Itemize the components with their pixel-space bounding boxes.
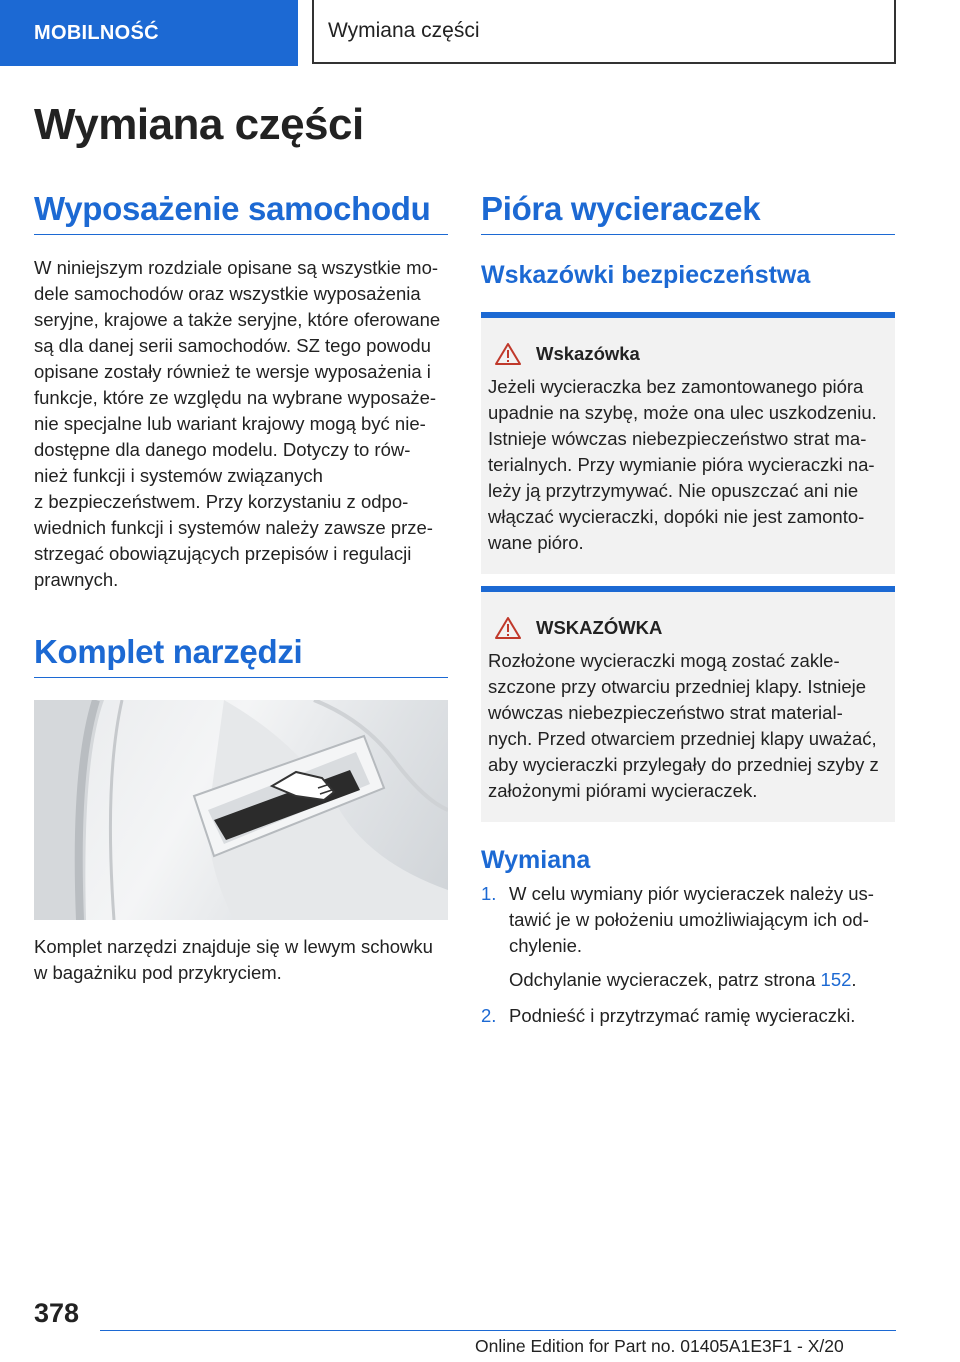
- equipment-paragraph: [34, 255, 448, 593]
- reference-text: Odchylanie wycieraczek, patrz strona: [509, 969, 821, 990]
- warning-triangle-icon: [494, 342, 522, 366]
- step-reference: [509, 967, 895, 993]
- text-line: nych. Przed otwarciem przedniej klapy uważać,: [488, 728, 877, 749]
- step-number: 1.: [481, 883, 497, 904]
- text-line: aby wycieraczki przylegały do przedniej szyby z: [488, 754, 879, 775]
- section-tab[interactable]: Wymiana części: [312, 0, 896, 64]
- notice-box: [481, 312, 895, 574]
- heading-wiper-blades: Pióra wycieraczek: [481, 190, 895, 235]
- text-line: dele samochodów oraz wszystkie wyposażenia: [34, 283, 421, 304]
- step-text: [509, 881, 895, 959]
- toolkit-photo: [34, 700, 448, 920]
- notice-text: [488, 374, 885, 556]
- right-column: [481, 190, 895, 1039]
- left-column: [34, 190, 448, 986]
- text-line: nież funkcji i systemów związanych: [34, 465, 323, 486]
- text-line: seryjne, krajowe a także seryjne, które oferowane: [34, 309, 441, 330]
- text-line: wówczas niebezpieczeństwo strat material‐: [488, 702, 843, 723]
- text-line: z bezpieczeństwem. Przy korzystaniu z odpo‐: [34, 491, 409, 512]
- chapter-tab[interactable]: MOBILNOŚĆ: [0, 0, 298, 66]
- text-line: nie specjalne lub wariant krajowy mogą być nie‐: [34, 413, 426, 434]
- notice-header: [488, 616, 885, 640]
- text-line: wiednich funkcji i systemów należy zawsze prze‐: [34, 517, 433, 538]
- text-line: założonymi piórami wycieraczek.: [488, 780, 758, 801]
- text-line: Istnieje wówczas niebezpieczeństwo strat ma‐: [488, 428, 867, 449]
- notice-box: [481, 586, 895, 822]
- page-link[interactable]: 152: [820, 969, 852, 990]
- text-line: są dla danej serii samochodów. SZ tego powodu: [34, 335, 431, 356]
- text-line: terialnych. Przy wymianie pióra wycieraczki na‐: [488, 454, 875, 475]
- toolkit-paragraph: [34, 934, 448, 986]
- text-line: Podnieść i przytrzymać ramię wycieraczki.: [509, 1005, 856, 1026]
- notice-header: [488, 342, 885, 366]
- heading-toolkit: Komplet narzędzi: [34, 633, 448, 678]
- text-line: funkcje, które ze względu na wybrane wyposaże‐: [34, 387, 437, 408]
- page-number: 378: [34, 1298, 80, 1328]
- page-title: Wymiana części: [34, 100, 364, 149]
- text-line: tawić je w położeniu umożliwiającym ich od‐: [509, 909, 869, 930]
- text-line: W niniejszym rozdziale opisane są wszystkie mo‐: [34, 257, 439, 278]
- reference-suffix: .: [851, 969, 857, 990]
- text-line: szczone przy otwarciu przedniej klapy. Istnieje: [488, 676, 867, 697]
- notice-text: [488, 648, 885, 804]
- text-line: leży ją przytrzymywać. Nie opuszczać ani nie: [488, 480, 859, 501]
- text-line: chylenie.: [509, 935, 583, 956]
- notice-title: WSKAZÓWKA: [536, 617, 663, 638]
- text-line: Rozłożone wycieraczki mogą zostać zakle‐: [488, 650, 840, 671]
- page-header: [0, 0, 960, 66]
- list-item: [481, 1003, 895, 1029]
- heading-replacement: Wymiana: [481, 846, 591, 874]
- trunk-compartment-illustration: [34, 700, 448, 920]
- text-line: Komplet narzędzi znajduje się w lewym schowku: [34, 936, 433, 957]
- step-text: [509, 1003, 895, 1029]
- text-line: strzegać obowiązujących przepisów i regulacji: [34, 543, 412, 564]
- warning-triangle-icon: [494, 616, 522, 640]
- text-line: w bagażniku pod przykryciem.: [34, 962, 282, 983]
- notice-title: Wskazówka: [536, 343, 640, 364]
- step-number: 2.: [481, 1005, 497, 1026]
- text-line: dostępne dla danego modelu. Dotyczy to rów‐: [34, 439, 411, 460]
- text-line: W celu wymiany piór wycieraczek należy us‐: [509, 883, 874, 904]
- text-line: Jeżeli wycieraczka bez zamontowanego pióra: [488, 376, 864, 397]
- text-line: prawnych.: [34, 569, 119, 590]
- text-line: włączać wycieraczki, dopóki nie jest zamonto‐: [488, 506, 865, 527]
- footer-divider: [100, 1330, 896, 1331]
- heading-equipment: Wyposażenie samochodu: [34, 190, 448, 235]
- edition-footer: Online Edition for Part no. 01405A1E3F1 - X/20: [475, 1336, 844, 1356]
- heading-safety-notes: Wskazówki bezpieczeństwa: [481, 261, 811, 289]
- text-line: wane pióro.: [488, 532, 584, 553]
- text-line: opisane zostały również te wersje wyposażenia i: [34, 361, 431, 382]
- replacement-steps: [481, 881, 895, 1029]
- list-item: [481, 881, 895, 993]
- text-line: upadnie na szybę, może ona ulec uszkodzeniu.: [488, 402, 877, 423]
